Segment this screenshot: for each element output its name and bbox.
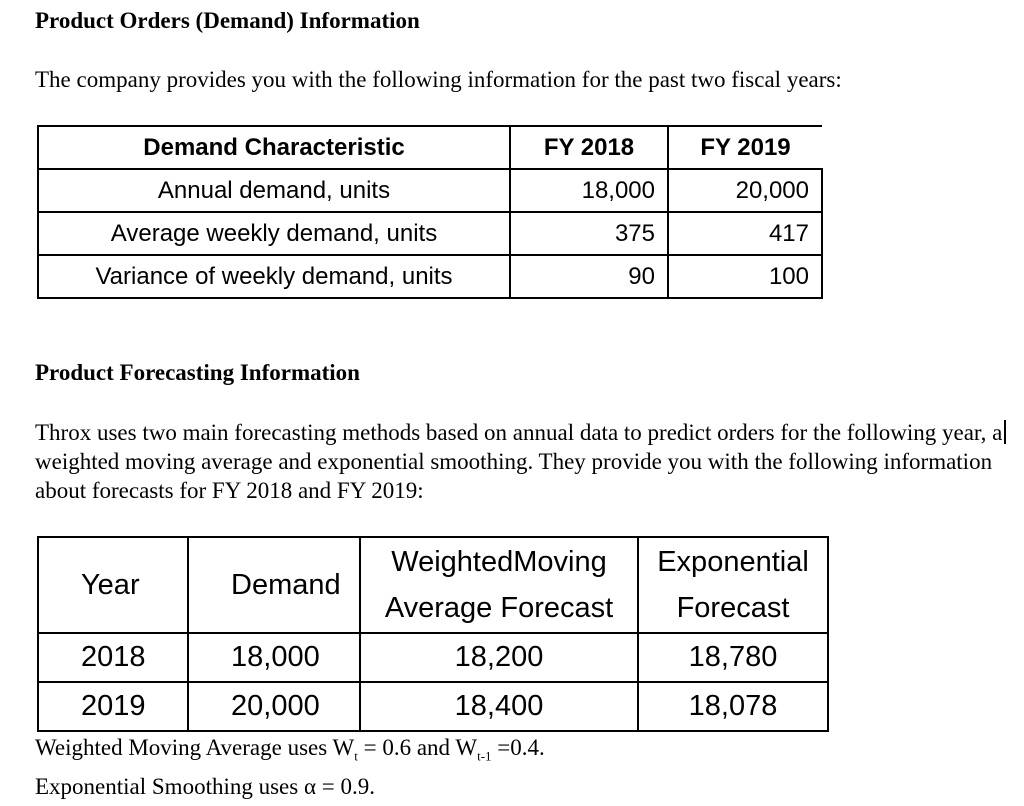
table-cell: 20,000 [188,682,360,731]
demand-intro-text: The company provides you with the following information for the past two fiscal years: [35,67,842,92]
table-cell: Average weekly demand, units [38,212,510,255]
demand-characteristics-table [37,125,823,299]
table-row [38,255,822,298]
column-header: FY 2019 [668,126,822,169]
intro-text-part: Throx uses two main forecasting methods based on annual data to predict orders for the following year, a [35,420,1003,445]
note-text: =0.4. [491,735,545,760]
column-header-demand: Demand [188,537,360,633]
table-cell: 18,000 [510,169,668,212]
column-header-year: Year [38,537,188,633]
note-text: Weighted Moving Average uses W [35,735,355,760]
header-line: Forecast [676,592,790,624]
table-cell: 2018 [38,633,188,682]
note-line-exp: Exponential Smoothing uses α = 0.9. [35,773,375,799]
table-cell: 90 [510,255,668,298]
table-cell: 20,000 [668,169,822,212]
table-cell: 18,078 [638,682,828,731]
table-cell: 18,400 [360,682,638,731]
column-header-exponential [638,537,828,633]
section-heading-forecasting: Product Forecasting Information [35,360,360,385]
note-line-wma [35,733,545,772]
table-header-row [38,126,822,169]
column-header-wma [360,537,638,633]
table-row [38,212,822,255]
table-row [38,682,828,731]
column-header: FY 2018 [510,126,668,169]
table-cell: 100 [668,255,822,298]
table-cell: 18,780 [638,633,828,682]
forecast-parameters-note [35,733,545,802]
text-cursor [1004,420,1006,444]
intro-text-part: weighted moving average and exponential smoothing. They provide you with the following information about forecasts for FY 2018 and FY 2019: [35,449,993,503]
table-row [38,633,828,682]
table-row [38,169,822,212]
header-line: WeightedMoving [391,546,607,578]
table-cell: 18,200 [360,633,638,682]
subscript: t [354,748,358,764]
table-cell: 18,000 [188,633,360,682]
table-cell: 2019 [38,682,188,731]
table-cell: Variance of weekly demand, units [38,255,510,298]
table-cell: 417 [668,212,822,255]
section-heading-demand: Product Orders (Demand) Information [35,8,420,33]
table-cell: 375 [510,212,668,255]
forecast-table [37,536,829,732]
forecasting-intro-text [35,418,1015,505]
header-line: Exponential [657,546,809,578]
subscript: t-1 [477,748,492,764]
table-header-row [38,537,828,633]
column-header: Demand Characteristic [38,126,510,169]
header-line: Average Forecast [384,592,614,624]
table-cell: Annual demand, units [38,169,510,212]
note-text: = 0.6 and W [357,735,478,760]
